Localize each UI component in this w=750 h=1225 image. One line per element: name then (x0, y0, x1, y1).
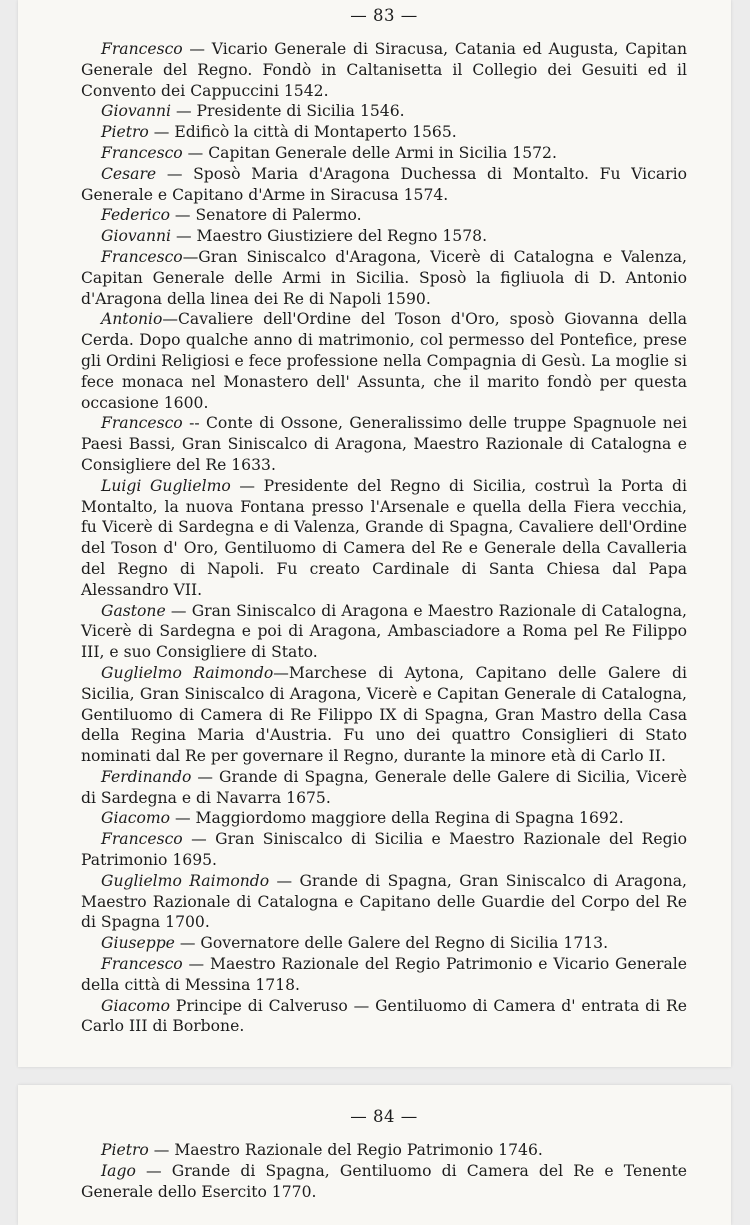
entry-name: Giuseppe (101, 934, 175, 953)
genealogy-entry (81, 122, 687, 143)
entry-name: Francesco (101, 830, 183, 849)
entry-text: — Maestro Razionale del Regio Patrimonio e Vicario Generale della città di Messina 1718. (81, 955, 687, 994)
entry-text: — Grande di Spagna, Gran Siniscalco di Aragona, Maestro Razionale di Catalogna e Capitano delle Guardie del Corpo del Re di Spagna 1700. (81, 871, 687, 932)
entry-text: — Vicario Generale di Siracusa, Catania ed Augusta, Capitan Generale del Regno. Fondò in Caltanisetta il Collegio dei Gesuiti ed il Convento dei Cappuccini 1542. (81, 40, 687, 100)
entry-text: — Maestro Giustiziere del Regno 1578. (171, 227, 488, 246)
entry-name: Giovanni (101, 102, 172, 121)
entry-name: Guglielmo Raimondo (101, 871, 270, 890)
genealogy-entry (81, 143, 687, 164)
genealogy-entry (81, 39, 687, 101)
entry-name: Giovanni (101, 227, 172, 246)
entry-name: Ferdinando (101, 767, 192, 786)
genealogy-entry (81, 226, 687, 247)
genealogy-entry (81, 1140, 687, 1161)
entry-list (81, 1140, 687, 1202)
genealogy-entry (81, 164, 687, 206)
entry-name: Federico (101, 206, 170, 225)
entry-text: —Marchese di Aytona, Capitano delle Galere di Sicilia, Gran Siniscalco di Aragona, Vicerè e Capitan Generale di Catalogna, Gentiluomo di Camera di Re Filippo IX di Spagna, Gran Mastro della Casa della Regina Maria d'Austria. Fu uno dei quattro Consiglieri di Stato nominati dal Re per governare il Regno, durante la minore età di Carlo II. (81, 663, 688, 766)
genealogy-entry (81, 205, 687, 226)
entry-text: Principe di Calveruso — Gentiluomo di Camera d' entrata di Re Carlo III di Borbone. (81, 996, 687, 1036)
entry-name: Giacomo (101, 809, 171, 828)
page-84 (18, 1085, 731, 1225)
genealogy-entry (81, 247, 687, 309)
entry-name: Gastone (101, 601, 166, 620)
page-number: — 83 — (350, 6, 418, 25)
entry-text: — Maggiordomo maggiore della Regina di Spagna 1692. (170, 809, 624, 828)
entry-name: Francesco (101, 247, 183, 266)
entry-name: Giacomo (101, 996, 171, 1015)
genealogy-entry (81, 767, 687, 809)
entry-name: Iago (101, 1161, 136, 1180)
page-83 (18, 0, 731, 1067)
entry-name: Luigi Guglielmo (101, 476, 231, 495)
entry-list (81, 39, 687, 1037)
entry-text: — Sposò Maria d'Aragona Duchessa di Montalto. Fu Vicario Generale e Capitano d'Arme in Siracusa 1574. (81, 164, 687, 204)
entry-name: Cesare (101, 164, 157, 183)
entry-text: — Gran Siniscalco di Aragona e Maestro Razionale di Catalogna, Vicerè di Sardegna e poi di Aragona, Ambasciadore a Roma pel Re Filippo III, e suo Consigliere di Stato. (81, 601, 687, 662)
entry-text: — Governatore delle Galere del Regno di Sicilia 1713. (174, 934, 609, 953)
entry-name: Francesco (101, 414, 183, 433)
entry-text: — Grande di Spagna, Gentiluomo di Camera del Re e Tenente Generale dello Esercito 1770. (81, 1161, 687, 1201)
genealogy-entry (81, 601, 687, 663)
entry-text: —Gran Siniscalco d'Aragona, Vicerè di Catalogna e Valenza, Capitan Generale delle Armi in Sicilia. Sposò la figliuola di D. Antonio d'Aragona della linea dei Re di Napoli 1590. (81, 247, 687, 308)
entry-text: — Grande di Spagna, Generale delle Galere di Sicilia, Vicerè di Sardegna e di Navarra 1675. (81, 767, 687, 807)
entry-name: Guglielmo Raimondo (101, 663, 274, 682)
genealogy-entry (81, 413, 687, 475)
entry-text: — Gran Siniscalco di Sicilia e Maestro Razionale del Regio Patrimonio 1695. (81, 830, 687, 870)
genealogy-entry (81, 101, 687, 122)
entry-text: — Capitan Generale delle Armi in Sicilia 1572. (182, 143, 557, 162)
entry-text: -- Conte di Ossone, Generalissimo delle truppe Spagnuole nei Paesi Bassi, Gran Siniscalco di Aragona, Maestro Razionale di Catalogna e Consigliere del Re 1633. (81, 414, 687, 474)
entry-text: — Maestro Razionale del Regio Patrimonio 1746. (148, 1141, 543, 1159)
page-number: — 84 — (350, 1107, 418, 1126)
genealogy-entry (81, 309, 687, 413)
entry-text: — Edificò la città di Montaperto 1565. (148, 123, 457, 142)
genealogy-entry (81, 476, 687, 601)
entry-name: Antonio (101, 310, 163, 329)
entry-name: Francesco (101, 955, 183, 974)
entry-text: — Presidente del Regno di Sicilia, costruì la Porta di Montalto, la nuova Fontana presso l'Arsenale e quella della Fiera vecchia, fu Vicerè di Sardegna e di Valenza, Grande di Spagna, Cavaliere dell'Ordine del Toson d' Oro, Gentiluomo di Camera del Re e Generale della Cavalleria del Regno di Napoli. Fu creato Cardinale di Santa Chiesa dal Papa Alessandro VII. (81, 476, 687, 599)
genealogy-entry (81, 871, 687, 933)
entry-text: — Presidente di Sicilia 1546. (171, 102, 405, 121)
entry-name: Francesco (101, 40, 183, 58)
entry-text: — Senatore di Palermo. (169, 206, 362, 225)
entry-name: Pietro (101, 123, 149, 142)
genealogy-entry (81, 996, 687, 1038)
genealogy-entry (81, 663, 687, 767)
genealogy-entry (81, 829, 687, 871)
entry-text: —Cavaliere dell'Ordine del Toson d'Oro, sposò Giovanna della Cerda. Dopo qualche anno di matrimonio, col permesso del Pontefice, prese gli Ordini Religiosi e fece professione nella Compagnia di Gesù. La moglie si fece monaca nel Monastero dell' Assunta, che il marito fondò per questa occasione 1600. (81, 310, 687, 412)
genealogy-entry (81, 808, 687, 829)
genealogy-entry (81, 1161, 687, 1203)
entry-name: Pietro (101, 1141, 149, 1159)
entry-name: Francesco (101, 143, 183, 162)
genealogy-entry (81, 954, 687, 996)
genealogy-entry (81, 933, 687, 954)
